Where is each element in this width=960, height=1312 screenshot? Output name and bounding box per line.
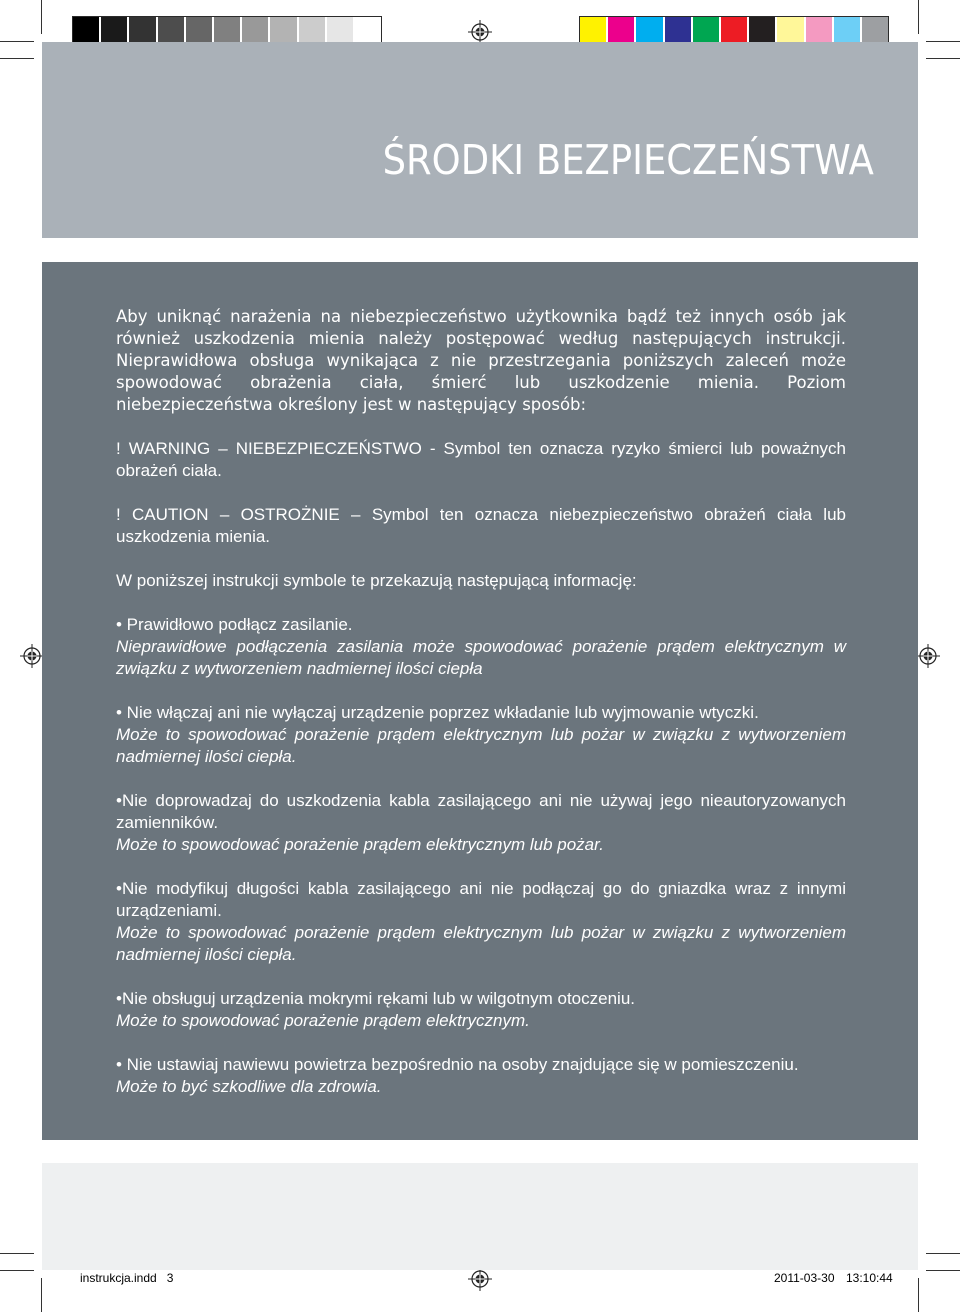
color-swatch	[777, 17, 805, 45]
crop-mark	[918, 1278, 919, 1312]
color-swatch	[580, 17, 608, 45]
registration-mark-icon	[916, 644, 940, 668]
crop-mark	[0, 1253, 34, 1254]
slug-date: 2011-03-30	[774, 1271, 835, 1285]
safety-item	[116, 614, 846, 680]
color-swatch	[73, 17, 101, 45]
color-swatch	[806, 17, 834, 45]
color-swatch	[636, 17, 664, 45]
safety-item	[116, 988, 846, 1032]
color-swatch	[862, 17, 888, 45]
color-swatch	[158, 17, 186, 45]
safety-instruction: •Nie doprowadzaj do uszkodzenia kabla zasilającego ani nie używaj jego nieautoryzowanych zamienników.	[116, 791, 846, 832]
safety-instruction: • Prawidłowo podłącz zasilanie.	[116, 615, 353, 634]
crop-mark	[926, 1270, 960, 1271]
slug-time: 13:10:44	[846, 1271, 893, 1285]
color-swatch	[242, 17, 270, 45]
page-title: ŚRODKI BEZPIECZEŃSTWA	[382, 136, 874, 184]
safety-consequence: Nieprawidłowe podłączenia zasilania może spowodować porażenie prądem elektrycznym w związku z wytworzeniem nadmiernej ilości ciepła	[116, 637, 846, 678]
crop-mark	[926, 1253, 960, 1254]
crop-mark	[41, 0, 42, 34]
safety-item	[116, 790, 846, 856]
color-swatch	[749, 17, 777, 45]
crop-mark	[918, 0, 919, 34]
intro-paragraph: Aby uniknąć narażenia na niebezpieczeństwo użytkownika bądź też innych osób jak również uszkodzenia mienia należy postępować według następujących instrukcji. Nieprawidłowa obsługa wynikająca z nie przestrzegania poniższych zaleceń może spowodować obrażenia ciała, śmierć lub uszkodzenie mienia. Poziom niebezpieczeństwa określony jest w następujący sposób:	[116, 307, 846, 414]
color-swatch	[186, 17, 214, 45]
color-swatch	[214, 17, 242, 45]
crop-mark	[0, 1270, 34, 1271]
safety-consequence: Może to być szkodliwe dla zdrowia.	[116, 1077, 382, 1096]
crop-mark	[926, 41, 960, 42]
color-swatch	[834, 17, 862, 45]
bottom-band	[42, 1163, 918, 1270]
color-swatch	[101, 17, 129, 45]
safety-item	[116, 702, 846, 768]
safety-consequence: Może to spowodować porażenie prądem elektrycznym lub pożar w związku z wytworzeniem nadmiernej ilości ciepła.	[116, 923, 846, 964]
warning-definition: ! WARNING – NIEBEZPIECZEŃSTWO - Symbol ten oznacza ryzyko śmierci lub poważnych obrażeń ciała.	[116, 439, 846, 480]
safety-instruction: •Nie modyfikuj długości kabla zasilającego ani nie podłączaj go do gniazdka wraz z innymi urządzeniami.	[116, 879, 846, 920]
safety-instruction: • Nie ustawiaj nawiewu powietrza bezpośrednio na osoby znajdujące się w pomieszczeniu.	[116, 1055, 799, 1074]
color-swatch	[721, 17, 749, 45]
crop-mark	[926, 58, 960, 59]
registration-mark-icon	[468, 1267, 492, 1291]
registration-mark-icon	[468, 20, 492, 44]
color-swatch	[355, 17, 381, 45]
color-swatch	[299, 17, 327, 45]
safety-consequence: Może to spowodować porażenie prądem elektrycznym lub pożar.	[116, 835, 604, 854]
safety-item	[116, 878, 846, 966]
color-swatch	[608, 17, 636, 45]
safety-instruction: • Nie włączaj ani nie wyłączaj urządzenie poprzez wkładanie lub wyjmowanie wtyczki.	[116, 703, 759, 722]
safety-instruction: •Nie obsługuj urządzenia mokrymi rękami lub w wilgotnym otoczeniu.	[116, 989, 635, 1008]
color-swatch	[693, 17, 721, 45]
safety-consequence: Może to spowodować porażenie prądem elektrycznym lub pożar w związku z wytworzeniem nadmiernej ilości ciepła.	[116, 725, 846, 766]
safety-item	[116, 1054, 846, 1098]
color-swatch	[665, 17, 693, 45]
safety-consequence: Może to spowodować porażenie prądem elektrycznym.	[116, 1011, 530, 1030]
crop-mark	[0, 41, 34, 42]
caution-definition: ! CAUTION – OSTROŻNIE – Symbol ten oznacza niebezpieczeństwo obrażeń ciała lub uszkodzenia mienia.	[116, 505, 846, 546]
registration-mark-icon	[20, 644, 44, 668]
color-swatch	[129, 17, 157, 45]
safety-content	[116, 306, 846, 1120]
crop-mark	[0, 58, 34, 59]
slug-filename: instrukcja.indd 3	[80, 1271, 174, 1285]
color-swatch	[327, 17, 355, 45]
crop-mark	[41, 1278, 42, 1312]
color-swatch	[270, 17, 298, 45]
symbols-note: W poniższej instrukcji symbole te przekazują następującą informację:	[116, 571, 637, 590]
